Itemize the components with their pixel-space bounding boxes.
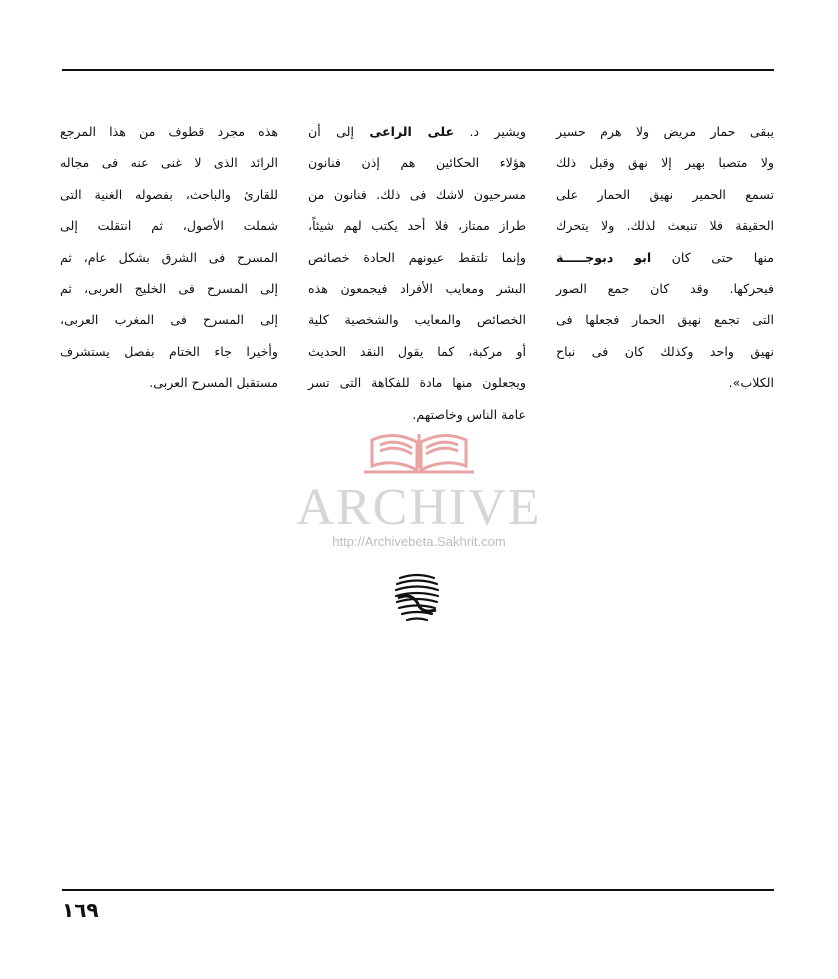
watermark-url: http://Archivebeta.Sakhrit.com: [332, 534, 506, 549]
text-line: الرائد الذى لا غنى عنه فى مجاله: [60, 155, 278, 171]
person-name: ابو دبوجـــــة: [556, 249, 652, 265]
text-line: الحقيقة فلا تنبعث لذلك. ولا يتحرك: [556, 218, 774, 234]
text-run: منها حتى كان: [651, 249, 774, 265]
text-line: نهيق واحد وكذلك كان فى نباح: [556, 343, 774, 359]
text-line: الكلاب».: [728, 375, 774, 391]
text-line: الخصائص والمعايب والشخصية كلية: [308, 312, 526, 328]
page-number: ١٦٩: [62, 898, 99, 922]
text-line: وإنما تلتقط عيونهم الحادة خصائص: [308, 249, 526, 265]
text-line: طراز ممتاز، فلا أحد يكتب لهم شيئاً،: [308, 218, 526, 234]
text-line: يبقى حمار مريض ولا هرم حسير: [556, 124, 774, 139]
text-line: البشر ومعايب الأفراد فيجمعون هذه: [308, 281, 526, 297]
text-column-middle: [308, 116, 526, 430]
text-line: المسرح فى الشرق بشكل عام، ثم: [60, 249, 278, 265]
bottom-rule: [62, 889, 774, 891]
text-line: التى تجمع نهيق الحمار فجعلها فى: [556, 312, 774, 328]
text-line: [556, 242, 774, 273]
text-line: هذه مجرد قطوف من هذا المرجع: [60, 124, 278, 139]
text-line: ولا متصبا بهير إلا نهق وقبل ذلك: [556, 155, 774, 171]
person-name: على الراعى: [369, 124, 455, 139]
text-column-left: [60, 116, 278, 399]
text-line: أو مركبة، كما يقول النقد الحديث: [308, 343, 526, 359]
text-line: وأخيرا جاء الختام بفصل يستشرف: [60, 343, 278, 359]
watermark-title: ARCHIVE: [296, 479, 542, 536]
text-line: [308, 116, 526, 147]
text-run: ويشير د.: [454, 124, 526, 139]
section-ornament-icon: [392, 570, 442, 626]
text-line: مسرحيون لاشك فى ذلك. فنانون من: [308, 186, 526, 202]
text-line: فيحركها. وقد كان جمع الصور: [556, 281, 774, 297]
text-line: هؤلاء الحكائين هم إذن فنانون: [308, 155, 526, 171]
text-line: تسمع الحمير نهيق الحمار على: [556, 186, 774, 202]
top-rule: [62, 69, 774, 71]
text-line: مستقبل المسرح العربى.: [149, 375, 278, 391]
text-run: إلى أن: [308, 124, 370, 139]
text-line: إلى المسرح فى المغرب العربى،: [60, 312, 278, 328]
text-line: عامة الناس وخاصتهم.: [412, 406, 526, 422]
text-line: إلى المسرح فى الخليج العربى، ثم: [60, 281, 278, 297]
text-line: شملت الأصول، ثم انتقلت إلى: [60, 218, 278, 234]
text-line: ويجعلون منها مادة للفكاهة التى تسر: [308, 375, 526, 391]
archive-watermark: [292, 420, 546, 560]
text-line: للقارئ والباحث، بفصوله الغنية التى: [60, 186, 278, 202]
text-column-right: [556, 116, 774, 399]
